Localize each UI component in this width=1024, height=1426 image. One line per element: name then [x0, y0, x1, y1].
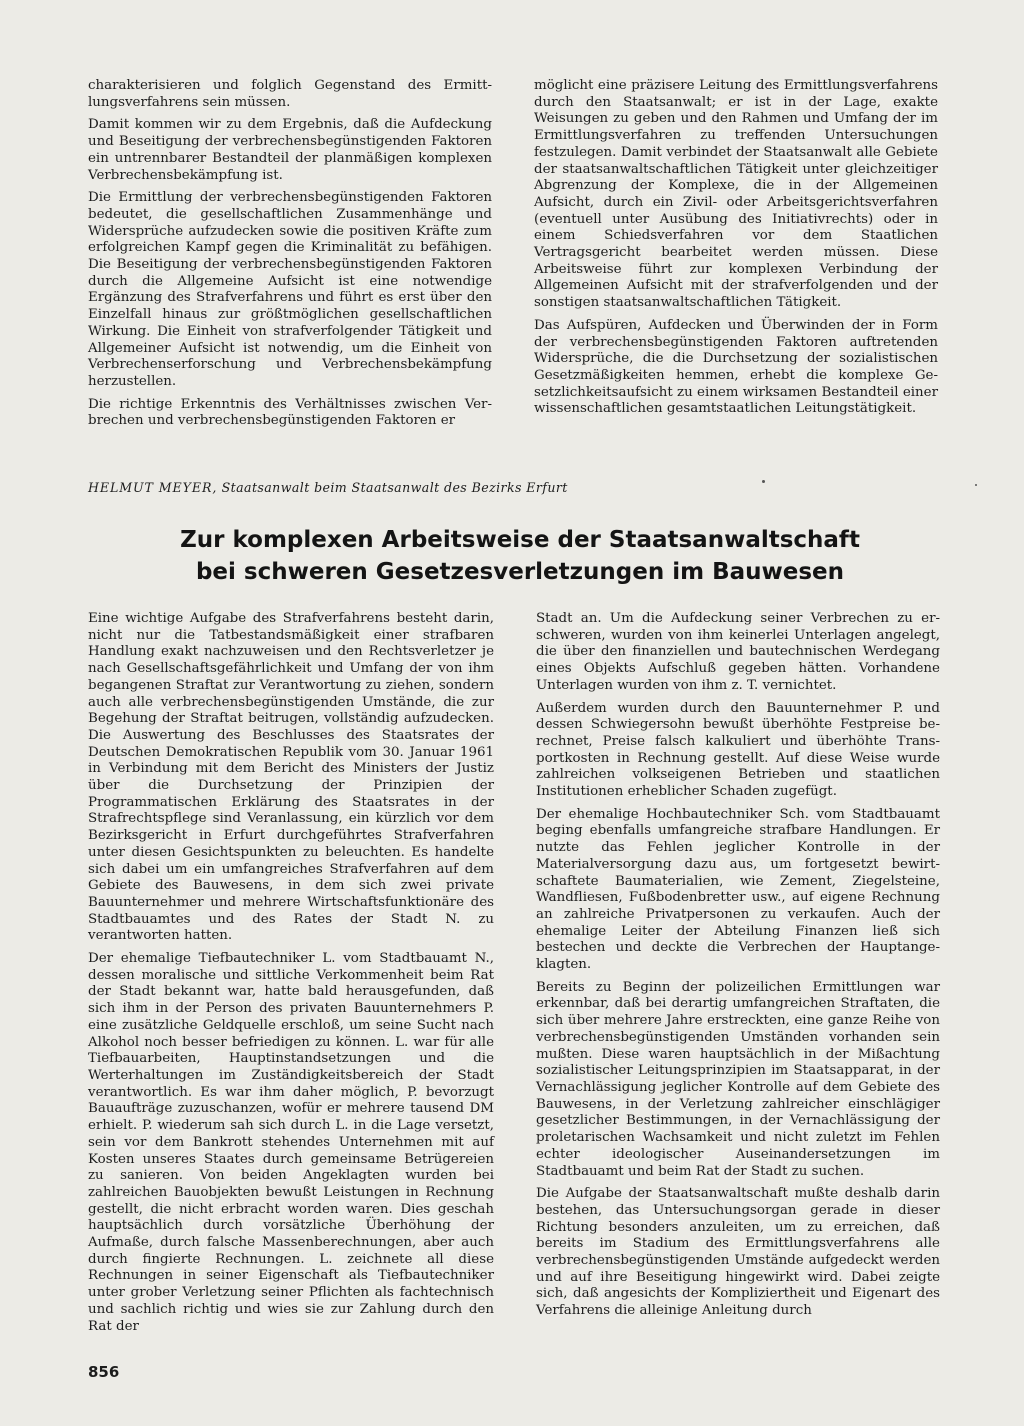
paragraph: Die Aufgabe der Staatsanwaltschaft mußte deshalb darin bestehen, das Untersuchungsorgan gerade in dieser Richtung besonders anzuleiten, um zu erreichen, daß bereits im Stadium des Ermittlungsverfahrens alle verbrechensbegünstigenden Umstände aufgedeckt werden und auf ihre Beseitigung hingewirkt wird. Dabei zeigte sich, daß angesichts der Kompliziertheit und Eigenart des Verfahrens die alleinige Anleitung durch — [536, 1186, 940, 1319]
author-name: HELMUT MEYER, — [88, 480, 218, 495]
article-headline — [150, 524, 890, 588]
top-right-column — [534, 78, 938, 424]
paragraph: Bereits zu Beginn der polizeilichen Ermittlungen war erkennbar, daß bei derartig umfangreichen Straftaten, die sich über mehrere Jahre erstreckten, eine ganze Reihe von verbrechensbegünstigenden Umständen vorhanden sein mußten. Diese waren hauptsächlich in der Mißachtung sozialistischer Leitungsprinzipien im Staatsapparat, in der Vernachlässigung jeglicher Kontrolle auf dem Gebiete des Bauwesens, in der Verletzung zahlreicher einschlägiger gesetzlicher Bestimmungen, in der Vernachlässigung der proletarischen Wachsamkeit und nicht zuletzt im Fehlen echter ideologischer Auseinandersetzungen im Stadtbauamt und beim Rat der Stadt zu suchen. — [536, 979, 940, 1179]
paragraph: Eine wichtige Aufgabe des Strafverfahrens besteht darin, nicht nur die Tatbestandsmäßigkeit einer strafbaren Handlung exakt nachzuweisen und den Rechtsverletzer je nach Gesellschaftsgefährlichkeit und Umfang der von ihm begangenen Straftat zur Verantwortung zu ziehen, sondern auch alle verbrechensbegünstigenden Umstände, die zur Begehung der Straftat beitrugen, vollständig aufzudecken. Die Auswertung des Beschlusses des Staatsrates der Deutschen Demokratischen Republik vom 30. Januar 1961 in Verbindung mit dem Bericht des Ministers der Justiz über die Durchsetzung der Prinzipien der Programmatischen Erklärung des Staatsrates in der Strafrechtspflege sind Veranlassung, ein kürzlich vor dem Bezirksgericht in Erfurt durchgeführtes Strafverfahren unter diesen Gesichtspunkten zu beleuchten. Es handelte sich dabei um ein umfangreiches Strafverfahren auf dem Gebiete des Bauwesens, in dem sich zwei private Bauunternehmer und mehrere Wirtschaftsfunktionäre des Stadtbauamtes und des Rates der Stadt N. zu verantworten hatten. — [88, 611, 494, 944]
paragraph: Die Ermittlung der verbrechensbegünstigenden Faktoren bedeutet, die gesellschaftlichen Zusammenhänge und Widersprüche aufzudecken sowie die positiven Kräfte zum erfolgreichen Kampf gegen die Kriminalität zu befähigen. Die Beseitigung der verbrechensbegünstigenden Faktoren durch die Allgemeine Aufsicht ist eine notwendige Ergänzung des Strafverfahrens und führt es erst über den Einzelfall hinaus zur größtmöglichen gesellschaftlichen Wirkung. Die Einheit von strafverfolgender Tätigkeit und Allgemeiner Aufsicht ist notwendig, um die Einheit von Verbrechenserforschung und Verbrechensbekämpfung herzustellen. — [88, 190, 492, 389]
paragraph: Die richtige Erkenntnis des Verhältnisses zwischen Verbrechen und verbrechensbegünstigenden Faktoren er — [88, 396, 492, 429]
headline-line-2: bei schweren Gesetzesverletzungen im Bauwesen — [195, 559, 845, 585]
page-number: 856 — [88, 1363, 120, 1381]
paragraph: Der ehemalige Tiefbautechniker L. vom Stadtbauamt N., dessen moralische und sittliche Verkommenheit beim Rat der Stadt bekannt war, hatte bald herausgefunden, daß sich ihm in der Person des privaten Bauunternehmers P. eine zusätzliche Geldquelle erschloß, um seine Sucht nach Alkohol noch besser befriedigen zu können. L. war für alle Tiefbauarbeiten, Hauptinstandsetzungen und die Werterhaltungen im Zuständigkeitsbereich der Stadt verantwortlich. Es war ihm daher möglich, P. bevorzugt Bauaufträge zuzuschanzen, wofür er mehrere tausend DM erhielt. P. wiederum sah sich durch L. in die Lage versetzt, sein vor dem Bankrott stehendes Unternehmen mit auf Kosten unseres Staates durch gemeinsame Betrügereien zu sanieren. Von beiden Angeklagten wurden bei zahlreichen Bauobjekten bewußt Leistungen in Rechnung gestellt, die nicht erbracht worden waren. Dies geschah hauptsächlich durch vorsätzliche Überhöhung der Aufmaße, durch falsche Massenberechnungen, aber auch durch fingierte Rechnungen. L. zeichnete all diese Rechnungen in seiner Eigenschaft als Tiefbautechniker unter grober Verletzung seiner Pflichten als fachtechnisch und sachlich richtig und wies sie zur Zahlung durch den Rat der — [88, 951, 494, 1334]
paragraph: Damit kommen wir zu dem Ergebnis, daß die Aufdeckung und Beseitigung der verbrechensbegünstigenden Faktoren ein untrennbarer Bestandteil der planmäßigen komplexen Verbrechensbekämpfung ist. — [88, 117, 492, 183]
author-byline — [88, 480, 788, 495]
author-role: Staatsanwalt beim Staatsanwalt des Bezirks Erfurt — [221, 480, 568, 495]
bottom-right-column — [536, 611, 940, 1326]
paragraph: Außerdem wurden durch den Bauunternehmer P. und dessen Schwiegersohn bewußt überhöhte Festpreise berechnet, Preise falsch kalkuliert und überhöhte Transportkosten in Rechnung gestellt. Auf diese Weise wurde zahlreichen volkseigenen Betrieben und staatlichen Institutionen erheblicher Schaden zugefügt. — [536, 700, 940, 800]
print-speck — [762, 480, 765, 483]
bottom-left-column — [88, 611, 494, 1341]
headline-line-1: Zur komplexen Arbeitsweise der Staatsanwaltschaft — [180, 527, 860, 553]
paragraph: charakterisieren und folglich Gegenstand des Ermittlungsverfahrens sein müssen. — [88, 78, 492, 110]
paragraph: Das Aufspüren, Aufdecken und Überwinden der in Form der verbrechensbegünstigenden Faktoren auftretenden Widersprüche, die die Durchsetzung der sozialistischen Gesetzmäßigkeiten hemmen, erhebt die komplexe Gesetzlichkeitsaufsicht zu einem wirksamen Bestandteil einer wissenschaftlichen gesamtstaatlichen Leitungstätigkeit. — [534, 317, 938, 417]
paragraph: Der ehemalige Hochbautechniker Sch. vom Stadtbauamt beging ebenfalls umfangreiche strafbare Handlungen. Er nutzte das Fehlen jeglicher Kontrolle in der Materialversorgung dazu aus, um fortgesetzt bewirtschaftete Baumaterialien, wie Zement, Ziegelsteine, Wandfliesen, Fußbodenbretter usw., auf eigene Rechnung an zahlreiche Privatpersonen zu verkaufen. Auch der ehemalige Leiter der Abteilung Finanzen ließ sich bestechen und deckte die Verbrechen der Hauptangeklagten. — [536, 806, 940, 973]
top-left-column — [88, 78, 492, 436]
paragraph: möglicht eine präzisere Leitung des Ermittlungsverfahrens durch den Staatsanwalt; er ist in der Lage, exakte Weisungen zu geben und den Rahmen und Umfang der im Ermittlungsverfahren zu treffenden Untersuchungen festzulegen. Damit verbindet der Staatsanwalt alle Gebiete der staatsanwaltschaftlichen Tätigkeit unter gleichzeitiger Abgrenzung der Komplexe, die in der Allgemeinen Aufsicht, durch ein Zivil- oder Arbeitsgerichtsverfahren (eventuell unter Ausübung des Initiativrechts) oder in einem Schiedsverfahren vor dem Staatlichen Vertragsgericht bearbeitet werden müssen. Diese Arbeitsweise führt zur komplexen Verbindung der Allgemeinen Aufsicht mit der strafverfolgenden und der sonstigen staatsanwaltschaftlichen Tätigkeit. — [534, 78, 938, 311]
print-speck — [975, 484, 977, 486]
paragraph: Stadt an. Um die Aufdeckung seiner Verbrechen zu erschweren, wurden von ihm keinerlei Unterlagen angelegt, die über den finanziellen und bautechnischen Werdegang eines Objekts Aufschluß gegeben hätten. Vorhandene Unterlagen wurden von ihm z. T. vernichtet. — [536, 611, 940, 693]
